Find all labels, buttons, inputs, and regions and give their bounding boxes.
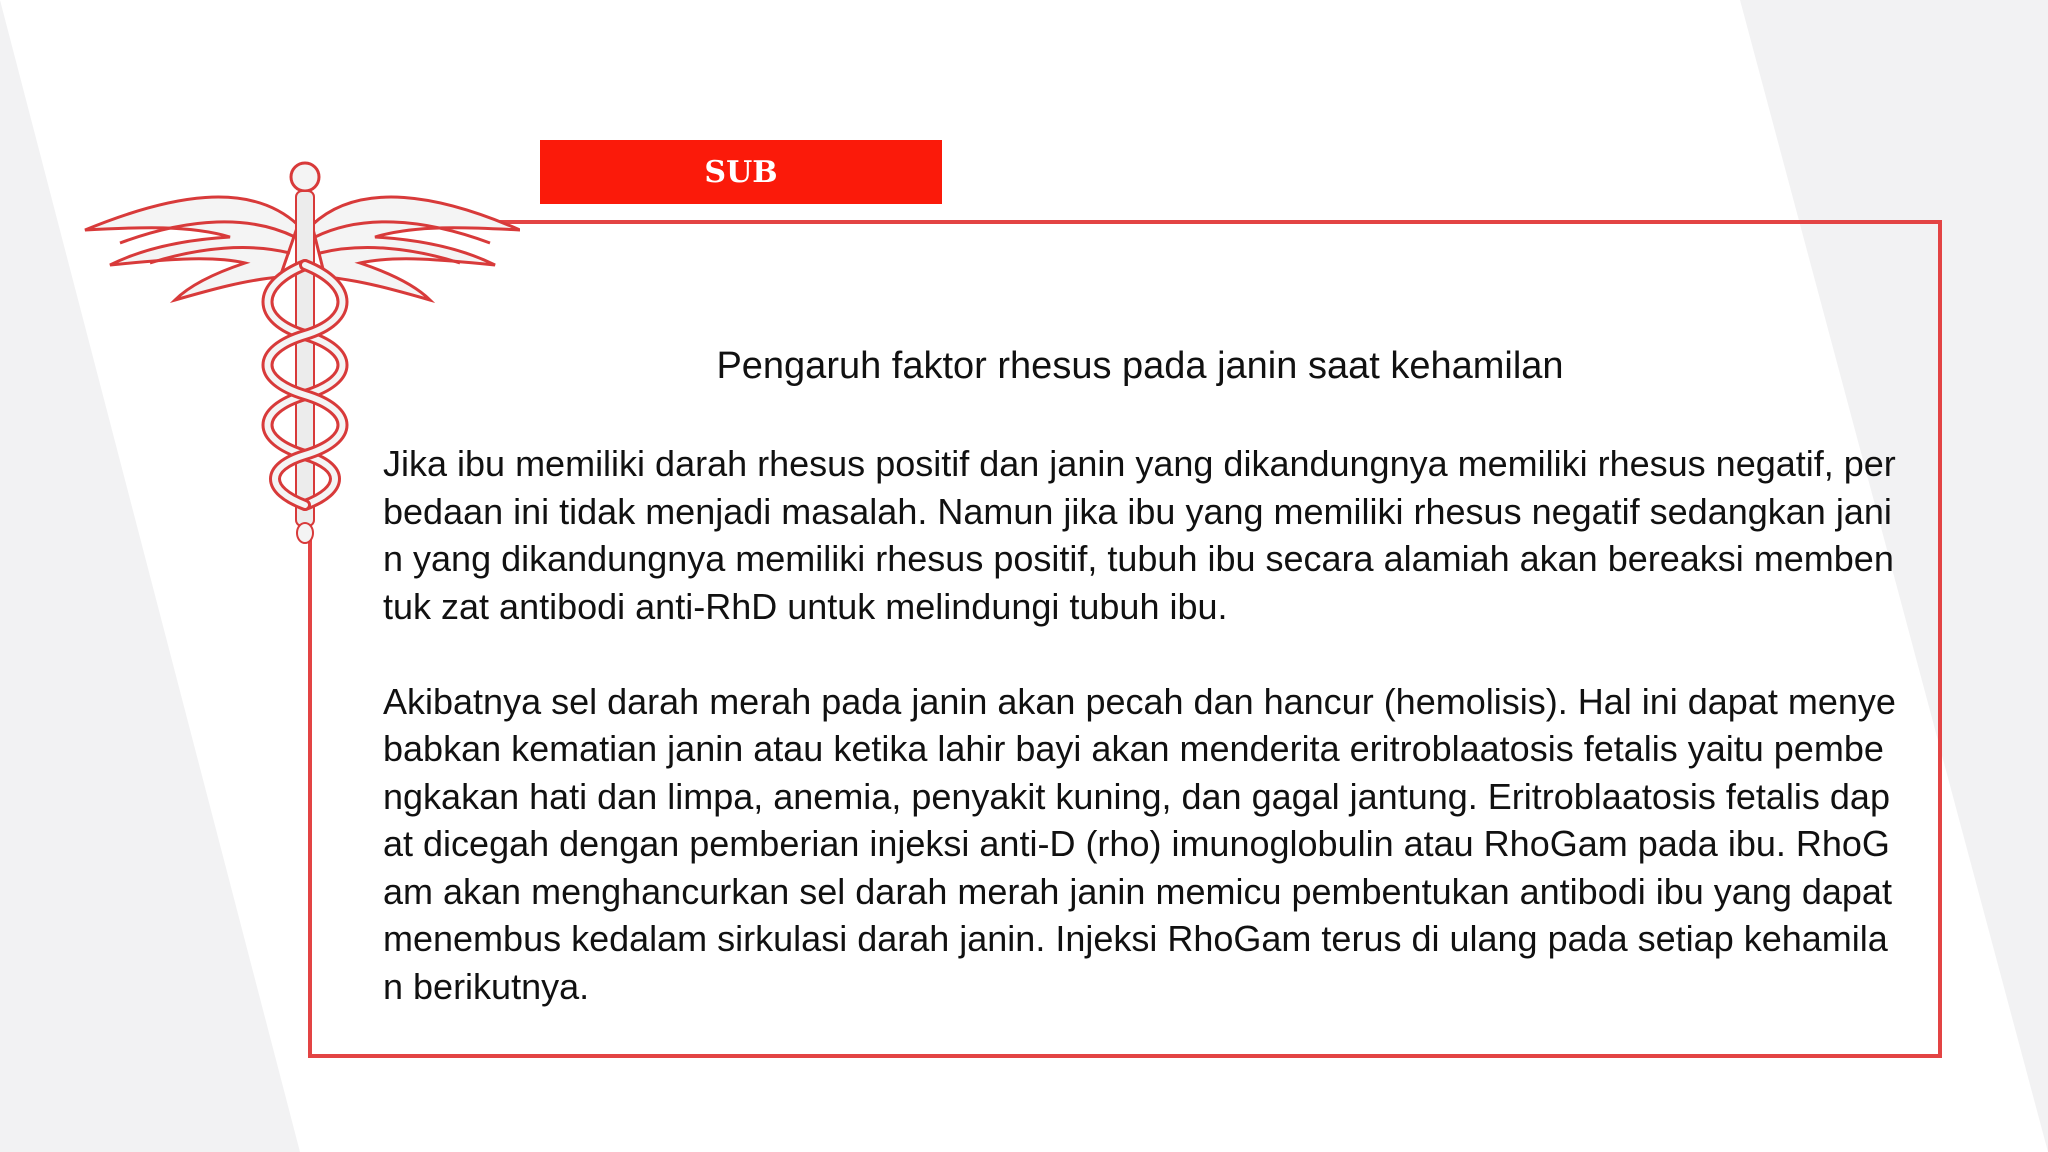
slide-title: Pengaruh faktor rhesus pada janin saat kehamilan [716,345,1564,387]
body-text [383,440,1903,1058]
paragraph-2: Akibatnya sel darah merah pada janin akan pecah dan hancur (hemolisis). Hal ini dapat menyebabkan kematian janin atau ketika lahir bayi akan menderita eritroblaatosis fetalis yaitu pembengkakan hati dan limpa, anemia, penyakit kuning, dan gagal jantung. Eritroblaatosis fetalis dapat dicegah dengan pemberian injeksi anti-D (rho) imunoglobulin atau RhoGam pada ibu. RhoGam akan menghancurkan sel darah merah janin memicu pembentukan antibodi ibu yang dapat menembus kedalam sirkulasi darah janin. Injeksi RhoGam terus di ulang pada setiap kehamilan berikutnya. [383,680,1896,1007]
sub-tag [540,140,942,204]
paragraph-1: Jika ibu memiliki darah rhesus positif dan janin yang dikandungnya memiliki rhesus negatif, perbedaan ini tidak menjadi masalah. Namun jika ibu yang memiliki rhesus negatif sedangkan janin yang dikandungnya memiliki rhesus positif, tubuh ibu secara alamiah akan bereaksi membentuk zat antibodi anti-RhD untuk melindungi tubuh ibu. [383,443,1896,627]
sub-tag-label: SUB [704,154,778,190]
